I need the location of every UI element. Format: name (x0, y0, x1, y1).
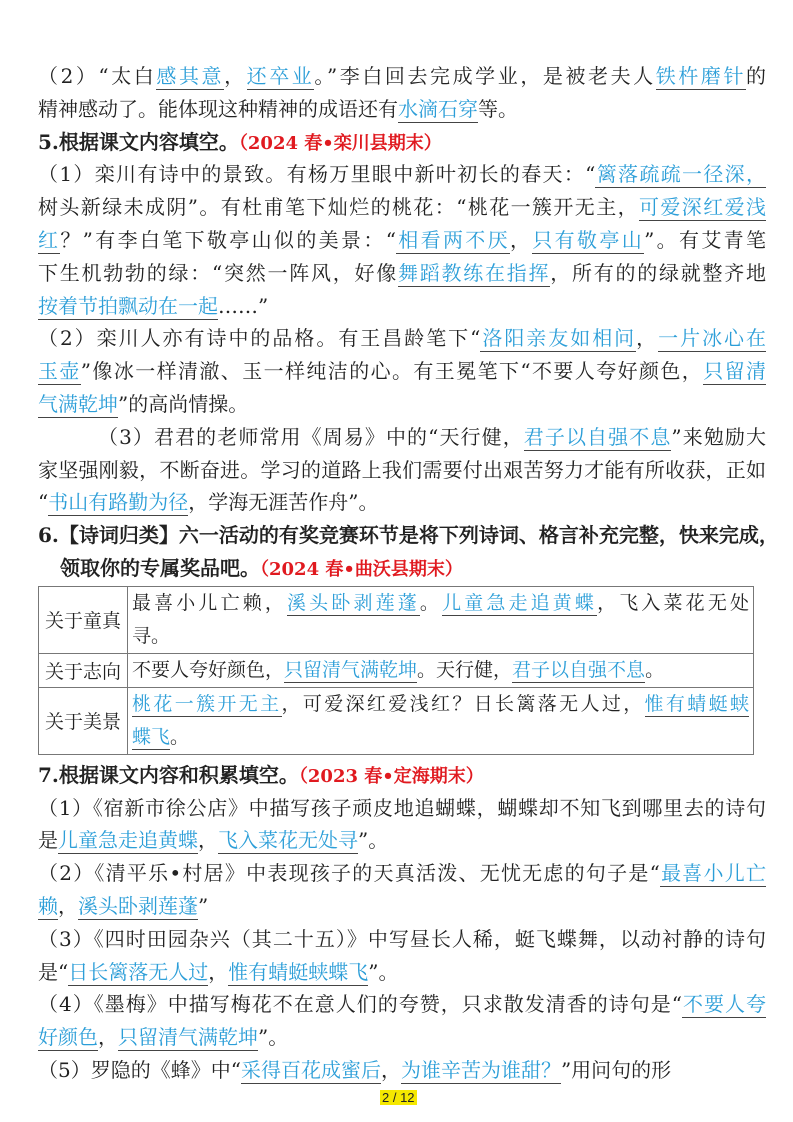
text-segment: ，所有的的绿就整齐地 (550, 260, 767, 285)
text-line (38, 1054, 766, 1087)
text-segment: ？”有李白笔下敬亭山似的美景：“ (60, 227, 396, 252)
text-segment: ， (636, 326, 659, 351)
text-line (38, 60, 766, 93)
text-line (38, 454, 766, 487)
answer-blank: 气满乾坤 (38, 391, 118, 416)
text-line (38, 792, 766, 825)
answer-blank: 儿童急走追黄蝶 (442, 591, 598, 614)
text-line (38, 93, 766, 126)
paragraph (38, 60, 766, 126)
text-line (38, 158, 766, 191)
text-line (38, 388, 766, 421)
text-line (38, 355, 766, 388)
text-segment: 。”李白回去完成学业，是被老夫人 (314, 64, 656, 88)
text-line (38, 857, 766, 890)
text-segment: ，学海无涯苦作舟”。 (188, 490, 379, 515)
answer-blank: 飞入菜花无处寻 (218, 828, 358, 853)
paragraph (38, 126, 766, 159)
text-segment: （1）《宿新市徐公店》中描写孩子顽皮地追蝴蝶，蝴蝶却不知飞到哪里去的诗句 (38, 795, 766, 820)
text-segment: （4）《墨梅》中描写梅花不在意人们的夸赞，只求散发清香的诗句是“ (38, 992, 682, 1017)
paragraph (38, 759, 766, 792)
paragraph (38, 421, 766, 519)
text-segment: ， (224, 64, 247, 88)
answer-blank: 一片冰心在 (658, 326, 767, 351)
paragraph (38, 792, 766, 858)
text-segment: （3）《四时田园杂兴（其二十五）》中写昼长人稀，蜓飞蝶舞，以动衬静的诗句 (38, 926, 766, 951)
table-row (39, 687, 754, 754)
answer-blank: 只留清气满乾坤 (284, 658, 418, 681)
answer-blank: 惟有蜻蜓蛱蝶飞 (228, 959, 369, 984)
text-segment: 。 (645, 658, 665, 681)
source-label: （2024 春•栾川县期末） (238, 132, 442, 154)
page-number: 2 / 12 (382, 1090, 415, 1105)
text-segment: （2）“太白 (38, 64, 157, 88)
text-line (38, 322, 766, 355)
text-segment: ”用问句的形 (560, 1057, 672, 1082)
text-segment: 不要人夸好颜色， (132, 658, 285, 681)
paragraph (38, 519, 779, 585)
category-content (128, 687, 754, 754)
text-segment: 精神感动了。能体现这种精神的成语还有 (38, 96, 398, 121)
text-segment: ， (198, 828, 218, 853)
answer-blank: 只有敬亭山 (532, 227, 645, 252)
paragraph (38, 158, 766, 322)
answer-blank: 蝶飞 (132, 725, 171, 748)
text-line (38, 290, 766, 323)
source-label: （2023 春•定海期末） (298, 765, 484, 787)
text-line (38, 956, 766, 989)
table-row (39, 653, 754, 687)
paragraph (38, 1054, 766, 1087)
text-segment: 是“ (38, 959, 69, 984)
answer-blank: 不要人夸 (682, 992, 767, 1017)
text-segment: ， (58, 893, 78, 918)
table-row (39, 586, 754, 653)
text-segment: ，飞入菜花无处 (597, 591, 749, 614)
text-segment: ， (510, 227, 533, 252)
document-page (38, 60, 779, 1087)
answer-blank: 好颜色 (38, 1025, 98, 1050)
answer-blank: 相看两不厌 (395, 227, 510, 252)
answer-blank: 只留清 (703, 359, 766, 384)
text-segment: 寻。 (132, 624, 171, 647)
answer-blank: 玉壶 (38, 359, 81, 384)
text-segment: ”。 (258, 1025, 289, 1050)
category-label: 关于志向 (39, 653, 128, 687)
text-line (38, 126, 766, 159)
text-segment: ， (98, 1025, 118, 1050)
text-segment: 。 (419, 591, 443, 614)
answer-blank: 惟有蜻蜓蛱 (644, 692, 749, 715)
text-segment: “ (38, 490, 49, 515)
section-7 (38, 759, 766, 1087)
text-segment: 的 (746, 64, 767, 88)
paragraph (38, 322, 766, 420)
answer-blank: 日长篱落无人过 (68, 959, 209, 984)
text-line (38, 257, 766, 290)
answer-blank: 感其意 (156, 64, 225, 88)
text-segment: 等。 (478, 96, 518, 121)
category-content (128, 653, 754, 687)
category-content (128, 586, 754, 653)
answer-blank: 铁杵磨针 (655, 64, 747, 88)
question-heading: 7.根据课文内容和积累填空。 (38, 762, 299, 787)
text-segment: ， (380, 1057, 401, 1082)
text-segment: ” (198, 893, 209, 918)
text-segment: 。 (170, 725, 190, 748)
answer-blank: 采得百花成蜜后 (240, 1057, 381, 1082)
text-segment: 。天行健， (417, 658, 513, 681)
answer-blank: 最喜小儿亡 (659, 861, 767, 886)
text-line (132, 688, 749, 721)
text-segment: ”。有艾青笔 (644, 227, 767, 252)
text-segment: ，可爱深红爱浅红？日长篱落无人过， (281, 692, 645, 715)
section-upper (38, 60, 779, 585)
answer-blank: 可爱深红爱浅 (639, 195, 767, 220)
answer-blank: 只留清气满乾坤 (118, 1025, 258, 1050)
text-line (38, 191, 766, 224)
text-line (38, 759, 766, 792)
question-heading: 5.根据课文内容填空。 (38, 129, 239, 154)
answer-blank: 洛阳亲友如相问 (480, 326, 637, 351)
question-heading: 领取你的专属奖品吧。 (60, 555, 260, 580)
text-segment: 是 (38, 828, 58, 853)
text-segment: ”。 (358, 828, 389, 853)
answer-blank: 桃花一簇开无主 (132, 692, 282, 715)
text-line (132, 620, 749, 653)
source-label: （2024 春•曲沃县期末） (260, 558, 463, 580)
text-line (38, 421, 766, 454)
answer-blank: 溪头卧剥莲蓬 (287, 591, 420, 614)
answer-blank: 君子以自强不息 (512, 658, 646, 681)
text-line (132, 654, 749, 687)
text-segment: （2）栾川人亦有诗中的品格。有王昌龄笔下“ (38, 326, 481, 351)
poetry-category-table (38, 586, 754, 755)
category-label: 关于童真 (39, 586, 128, 653)
text-segment: 树头新绿未成阴”。有杜甫笔下灿烂的桃花：“桃花一簇开无主， (38, 195, 640, 220)
text-segment: ， (208, 959, 229, 984)
answer-blank: 还卒业 (246, 64, 315, 88)
answer-blank: 为谁辛苦为谁甜？ (400, 1057, 561, 1082)
text-line (38, 824, 766, 857)
text-segment: ”像冰一样清澈、玉一样纯洁的心。有王冕笔下“不要人夸好颜色， (80, 359, 704, 384)
text-segment: ”。 (368, 959, 399, 984)
text-segment: （3）君君的老师常用《周易》中的“天行健， (98, 424, 524, 449)
answer-blank: 舞蹈教练在指挥 (397, 260, 551, 285)
text-segment: （1）栾川有诗中的景致。有杨万里眼中新叶初长的春天：“ (38, 162, 596, 187)
answer-blank: 溪头卧剥莲蓬 (78, 893, 198, 918)
text-line (38, 988, 766, 1021)
text-line (38, 519, 779, 552)
text-line (132, 587, 749, 620)
text-segment: ”来勉励大 (671, 424, 766, 449)
answer-blank: 红 (38, 227, 61, 252)
text-segment: 最喜小儿亡赖， (132, 591, 288, 614)
text-line (38, 923, 766, 956)
answer-blank: 君子以自强不息 (523, 424, 672, 449)
text-line (38, 486, 766, 519)
answer-blank: 水滴石穿 (398, 96, 478, 121)
question-heading: 6.【诗词归类】六一活动的有奖竞赛环节是将下列诗词、格言补充完整，快来完成， (38, 523, 779, 548)
paragraph (38, 923, 766, 989)
text-line (38, 552, 766, 585)
text-line (38, 1021, 766, 1054)
answer-blank: 儿童急走追黄蝶 (58, 828, 198, 853)
answer-blank: 篱落疏疏一径深， (595, 162, 767, 187)
text-line (38, 890, 766, 923)
paragraph (38, 988, 766, 1054)
text-segment: 下生机勃勃的绿：“突然一阵风，好像 (38, 260, 398, 285)
text-segment: ……” (218, 293, 269, 318)
answer-blank: 书山有路勤为径 (48, 490, 189, 515)
answer-blank: 赖 (38, 893, 58, 918)
text-segment: ”的高尚情操。 (118, 391, 249, 416)
text-line (132, 721, 749, 754)
text-line (38, 224, 766, 257)
text-segment: 家坚强刚毅，不断奋进。学习的道路上我们需要付出艰苦努力才能有所收获，正如 (38, 457, 766, 482)
paragraph (38, 857, 766, 923)
answer-blank: 按着节拍飘动在一起 (38, 293, 218, 318)
text-segment: （2）《清平乐•村居》中表现孩子的天真活泼、无忧无虑的句子是“ (38, 861, 660, 886)
category-label: 关于美景 (39, 687, 128, 754)
text-segment: （5）罗隐的《蜂》中“ (38, 1057, 241, 1082)
